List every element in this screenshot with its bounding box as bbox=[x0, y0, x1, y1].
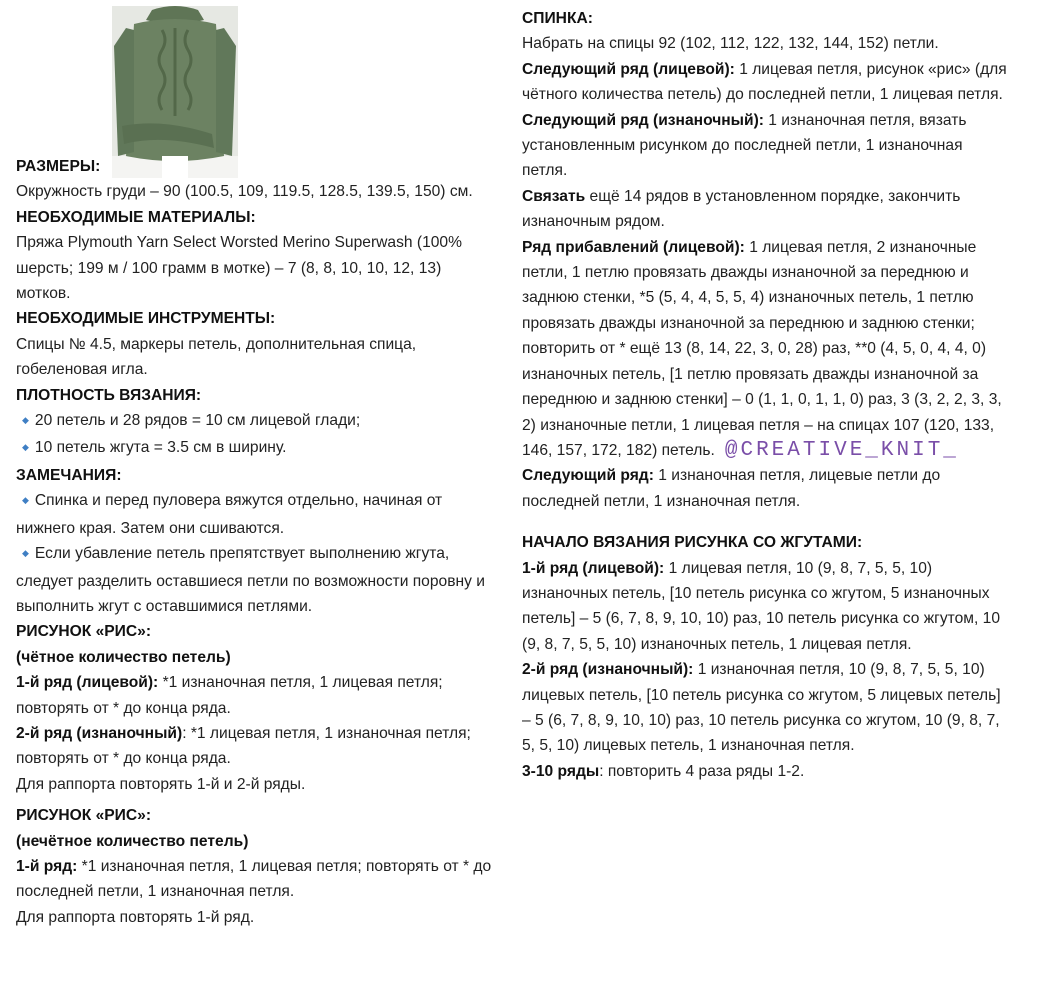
note-item: ◆ Спинка и перед пуловера вяжутся отдельно, начиная от нижнего края. Затем они сшиваются. bbox=[16, 492, 443, 537]
back-cast-on: Набрать на спицы 92 (102, 112, 122, 132, 144, 152) петли. bbox=[522, 35, 939, 53]
left-column bbox=[16, 0, 498, 930]
right-column bbox=[522, 6, 1012, 784]
rice-even-row1: 1-й ряд (лицевой): *1 изнаночная петля, 1 лицевая петля; повторять от * до конца ряда. bbox=[16, 674, 443, 717]
sizes-text: Окружность груди – 90 (100.5, 109, 119.5, 128.5, 139.5, 150) см. bbox=[16, 183, 473, 201]
rice-even-subheading: (чётное количество петель) bbox=[16, 648, 231, 666]
back-heading: СПИНКА: bbox=[522, 10, 593, 27]
next-row-rs: Следующий ряд (лицевой): 1 лицевая петля, рисунок «рис» (для чётного количества петель) до последней петли, 1 лицевая петля. bbox=[522, 60, 1007, 104]
rice-even-repeat: Для раппорта повторять 1-й и 2-й ряды. bbox=[16, 775, 306, 793]
cables-heading: НАЧАЛО ВЯЗАНИЯ РИСУНКА СО ЖГУТАМИ: bbox=[522, 534, 863, 552]
tools-heading: НЕОБХОДИМЫЕ ИНСТРУМЕНТЫ: bbox=[16, 310, 276, 328]
rice-odd-repeat: Для раппорта повторять 1-й ряд. bbox=[16, 908, 255, 926]
cables-row2: 2-й ряд (изнаночный): 1 изнаночная петля, 10 (9, 8, 7, 5, 5, 10) лицевых петель, [10 петель рисунка со жгутом, 5 лицевых петель] – 5 (6, 7, 8, 9, 10, 10) раз, 10 петель рисунка со жгутом, 10 (9, 8, 7, 5, 5, 10) лицевых петель, 1 изнаночная петля. bbox=[522, 661, 1001, 755]
sizes-heading: РАЗМЕРЫ: bbox=[16, 158, 101, 175]
cables-rows-3-10: 3-10 ряды: повторить 4 раза ряды 1-2. bbox=[522, 762, 805, 780]
materials-text: Пряжа Plymouth Yarn Select Worsted Merino Superwash (100% шерсть; 199 м / 100 грамм в мотке) – 7 (8, 8, 10, 10, 12, 13) мотков. bbox=[16, 234, 462, 303]
next-row-ws: Следующий ряд (изнаночный): 1 изнаночная петля, вязать установленным рисунком до последней петли, 1 изнаночная петля. bbox=[522, 111, 967, 180]
bullet-icon: ◆ bbox=[22, 415, 29, 426]
knit-rows: Связать ещё 14 рядов в установленном порядке, закончить изнаночным рядом. bbox=[522, 187, 961, 231]
materials-heading: НЕОБХОДИМЫЕ МАТЕРИАЛЫ: bbox=[16, 208, 256, 226]
increase-row: Ряд прибавлений (лицевой): 1 лицевая петля, 2 изнаночные петли, 1 петлю провязать дважды изнаночной за переднюю и заднюю стенки, *5 (5, 4, 4, 5, 5, 4) изнаночных петель, 1 петлю провязать дважды изнаночной за переднюю и заднюю стенки; повторить от * ещё 13 (8, 14, 22, 3, 0, 28) раз, **0 (4, 5, 0, 4, 4, 0) изнаночных петель, [1 петлю провязать дважды изнаночной за переднюю и заднюю стенки] – 0 (1, 1, 0, 1, 1, 0) раз, 3 (3, 2, 2, 3, 3, 2) изнаночные петли, 1 лицевая петля – на спицах 107 (120, 133, 146, 157, 172, 182) петель. @CREATIVE_KNIT_ bbox=[522, 238, 1002, 462]
rice-even-heading: РИСУНОК «РИС»: bbox=[16, 623, 152, 641]
watermark: @CREATIVE_KNIT_ bbox=[724, 438, 959, 462]
tools-text: Спицы № 4.5, маркеры петель, дополнительная спица, гобеленовая игла. bbox=[16, 335, 417, 379]
rice-odd-subheading: (нечётное количество петель) bbox=[16, 832, 249, 850]
gauge-heading: ПЛОТНОСТЬ ВЯЗАНИЯ: bbox=[16, 386, 202, 404]
rice-odd-heading: РИСУНОК «РИС»: bbox=[16, 807, 152, 825]
bullet-icon: ◆ bbox=[22, 548, 29, 559]
rice-even-row2: 2-й ряд (изнаночный): *1 лицевая петля, 1 изнаночная петля; повторять от * до конца ряда. bbox=[16, 724, 471, 768]
bullet-icon: ◆ bbox=[22, 442, 29, 453]
gauge-item: ◆ 10 петель жгута = 3.5 см в ширину. bbox=[22, 439, 287, 457]
gauge-item: ◆ 20 петель и 28 рядов = 10 см лицевой глади; bbox=[22, 412, 361, 430]
next-row: Следующий ряд: 1 изнаночная петля, лицевые петли до последней петли, 1 изнаночная петля. bbox=[522, 467, 941, 510]
note-item: ◆ Если убавление петель препятствует выполнению жгута, следует разделить оставшиеся петли по возможности поровну и выполнить жгут с оставшимися петлями. bbox=[16, 545, 485, 615]
cables-row1: 1-й ряд (лицевой): 1 лицевая петля, 10 (9, 8, 7, 5, 5, 10) изнаночных петель, [10 петель рисунка со жгутом, 5 изнаночных петель] – 5 (6, 7, 8, 9, 10, 10) раз, 10 петель рисунка со жгутом, 10 (9, 8, 7, 5, 5, 10) изнаночных петель, 1 лицевая петля. bbox=[522, 559, 1000, 653]
rice-odd-row1: 1-й ряд: *1 изнаночная петля, 1 лицевая петля; повторять от * до последней петли, 1 изнаночная петля. bbox=[16, 857, 492, 901]
bullet-icon: ◆ bbox=[22, 495, 29, 506]
notes-heading: ЗАМЕЧАНИЯ: bbox=[16, 466, 122, 484]
